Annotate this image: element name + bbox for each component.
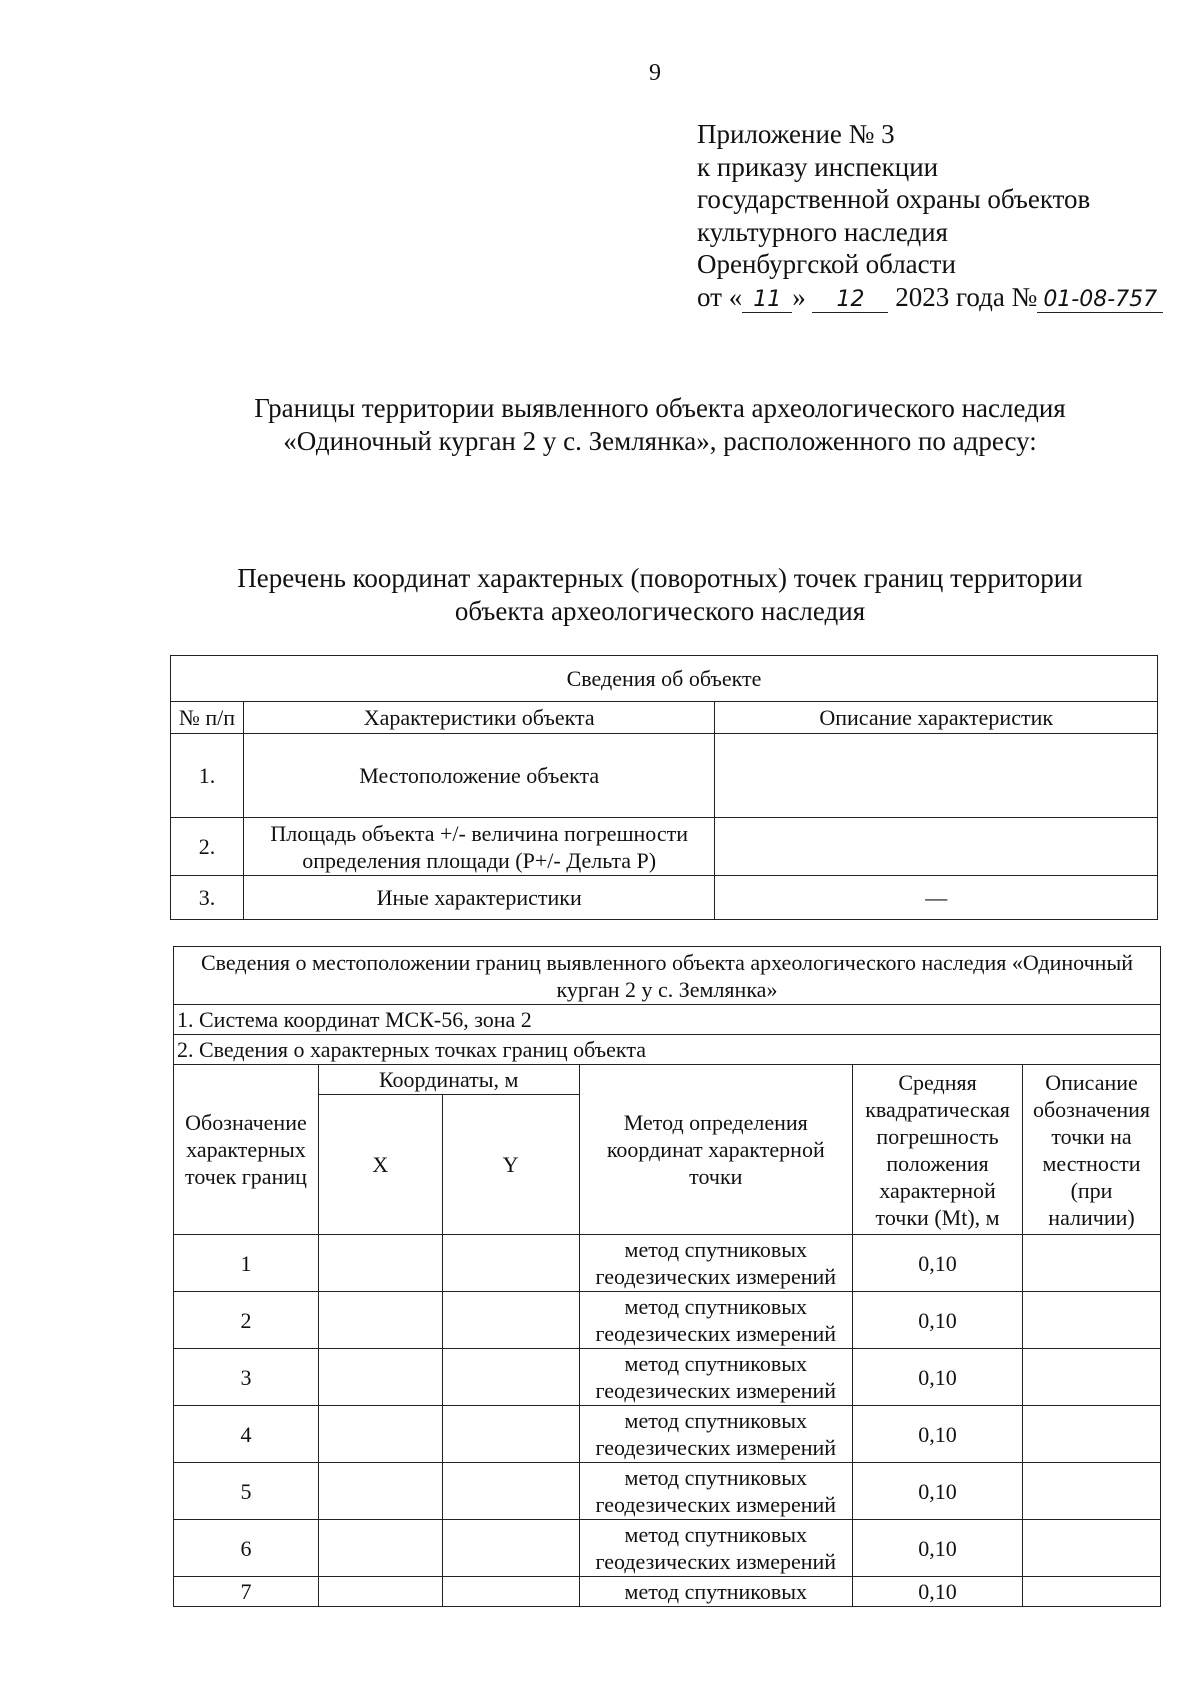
- table-row: [174, 1463, 1161, 1520]
- location-table: [173, 946, 1161, 1607]
- appendix-line: культурного наследия: [697, 216, 948, 247]
- column-header: Координаты, м: [318, 1065, 579, 1095]
- point-method: метод спутниковых геодезических измерений: [579, 1235, 853, 1292]
- title-line: Границы территории выявленного объекта археологического наследия: [254, 393, 1066, 423]
- date-mid: »: [792, 281, 806, 312]
- title-line: «Одиночный курган 2 у с. Землянка», расположенного по адресу:: [283, 426, 1037, 456]
- point-id: 4: [174, 1406, 319, 1463]
- point-description: [1023, 1235, 1161, 1292]
- point-x: [318, 1406, 442, 1463]
- point-id: 3: [174, 1349, 319, 1406]
- table-row: [174, 1349, 1161, 1406]
- column-header: Средняя квадратическая погрешность положения характерной точки (Mt), м: [853, 1065, 1023, 1235]
- point-x: [318, 1292, 442, 1349]
- point-id: 7: [174, 1577, 319, 1607]
- point-error: 0,10: [853, 1349, 1023, 1406]
- column-header: Метод определения координат характерной точки: [579, 1065, 853, 1235]
- row-number: 1.: [171, 734, 244, 818]
- point-method: метод спутниковых геодезических измерений: [579, 1292, 853, 1349]
- point-y: [442, 1577, 579, 1607]
- point-x: [318, 1349, 442, 1406]
- table-heading: Сведения о местоположении границ выявленного объекта археологического наследия «Одиночный курган 2 у с. Землянка»: [174, 947, 1161, 1005]
- point-description: [1023, 1349, 1161, 1406]
- point-id: 2: [174, 1292, 319, 1349]
- order-month: 12: [812, 288, 888, 313]
- column-header: Обозначение характерных точек границ: [174, 1065, 319, 1235]
- point-id: 5: [174, 1463, 319, 1520]
- table-heading: Сведения об объекте: [171, 656, 1158, 702]
- document-title: [150, 392, 1170, 458]
- point-description: [1023, 1292, 1161, 1349]
- point-description: [1023, 1406, 1161, 1463]
- point-method: метод спутниковых геодезических измерений: [579, 1463, 853, 1520]
- point-y: [442, 1520, 579, 1577]
- appendix-line: Оренбургской области: [697, 249, 956, 279]
- appendix-block: [697, 118, 1163, 313]
- order-date-line: [697, 281, 1163, 314]
- point-error: 0,10: [853, 1577, 1023, 1607]
- point-description: [1023, 1577, 1161, 1607]
- column-header: Описание обозначения точки на местности (при наличии): [1023, 1065, 1161, 1235]
- row-characteristic: Местоположение объекта: [243, 734, 715, 818]
- order-day: 11: [742, 288, 792, 313]
- row-characteristic: Иные характеристики: [243, 876, 715, 920]
- point-description: [1023, 1520, 1161, 1577]
- object-info-table: [170, 655, 1158, 920]
- point-id: 1: [174, 1235, 319, 1292]
- row-number: 3.: [171, 876, 244, 920]
- point-method: метод спутниковых геодезических измерений: [579, 1520, 853, 1577]
- point-x: [318, 1577, 442, 1607]
- row-number: 2.: [171, 818, 244, 876]
- order-number: 01-08-757: [1037, 288, 1163, 313]
- point-y: [442, 1406, 579, 1463]
- appendix-line: к приказу инспекции: [697, 151, 939, 182]
- date-prefix: от «: [697, 281, 743, 312]
- points-heading: 2. Сведения о характерных точках границ объекта: [174, 1035, 1161, 1065]
- row-description: [715, 818, 1158, 876]
- coordinate-system: 1. Система координат МСК-56, зона 2: [174, 1005, 1161, 1035]
- appendix-line: государственной охраны объектов: [697, 184, 1091, 214]
- point-error: 0,10: [853, 1406, 1023, 1463]
- column-header-y: Y: [442, 1095, 579, 1235]
- point-y: [442, 1235, 579, 1292]
- table-row: [174, 1577, 1161, 1607]
- table-row: [174, 1406, 1161, 1463]
- row-description: [715, 734, 1158, 818]
- point-y: [442, 1292, 579, 1349]
- appendix-line: Приложение № 3: [697, 119, 895, 149]
- table-row: [171, 876, 1158, 920]
- column-header-x: X: [318, 1095, 442, 1235]
- page-number: 9: [649, 60, 661, 86]
- document-subtitle: [150, 562, 1170, 628]
- point-description: [1023, 1463, 1161, 1520]
- point-method: метод спутниковых: [579, 1577, 853, 1607]
- point-error: 0,10: [853, 1235, 1023, 1292]
- point-y: [442, 1349, 579, 1406]
- table-row: [174, 1520, 1161, 1577]
- point-method: метод спутниковых геодезических измерений: [579, 1406, 853, 1463]
- point-x: [318, 1520, 442, 1577]
- point-x: [318, 1463, 442, 1520]
- subtitle-line: объекта археологического наследия: [454, 596, 866, 626]
- point-error: 0,10: [853, 1463, 1023, 1520]
- point-id: 6: [174, 1520, 319, 1577]
- table-row: [174, 1235, 1161, 1292]
- column-header: № п/п: [171, 702, 244, 734]
- table-row: [171, 818, 1158, 876]
- point-y: [442, 1463, 579, 1520]
- row-description: —: [715, 876, 1158, 920]
- point-x: [318, 1235, 442, 1292]
- row-characteristic: Площадь объекта +/- величина погрешности определения площади (P+/- Дельта P): [243, 818, 715, 876]
- column-header: Характеристики объекта: [243, 702, 715, 734]
- point-error: 0,10: [853, 1520, 1023, 1577]
- point-error: 0,10: [853, 1292, 1023, 1349]
- column-header: Описание характеристик: [715, 702, 1158, 734]
- point-method: метод спутниковых геодезических измерений: [579, 1349, 853, 1406]
- subtitle-line: Перечень координат характерных (поворотных) точек границ территории: [237, 563, 1083, 593]
- table-row: [174, 1292, 1161, 1349]
- order-year: 2023 года №: [895, 281, 1038, 312]
- table-row: [171, 734, 1158, 818]
